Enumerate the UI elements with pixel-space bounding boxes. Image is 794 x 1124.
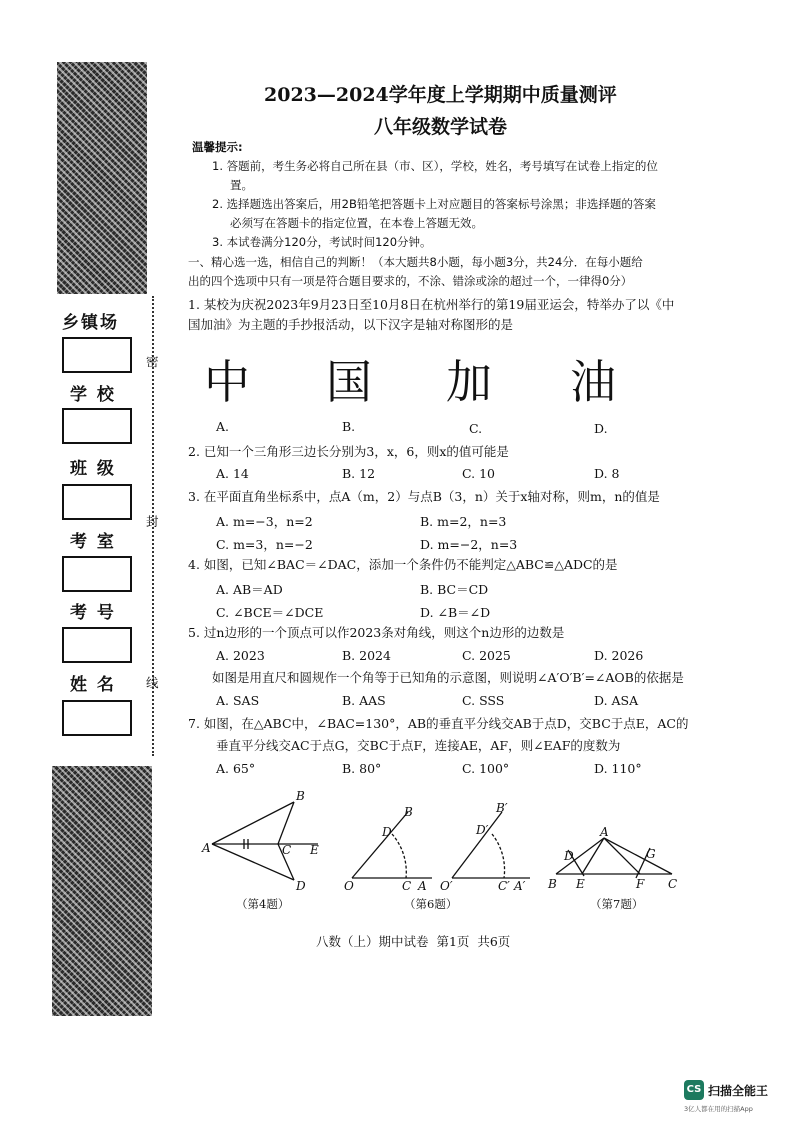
figure-4-diagram [200,782,330,894]
q5-stem: 5. 过n边形的一个顶点可以作2023条对角线，则这个n边形的边数是 [188,625,565,640]
q3-stem: 3. 在平面直角坐标系中，点A（m，2）与点B（3，n）关于x轴对称，则m，n的值是 [188,489,660,504]
label-school: 学 校 [70,385,116,405]
notice-item-1b: 置。 [230,178,253,192]
label-class: 班 级 [70,459,116,479]
seal-char-mi: 密 [146,354,159,369]
q6-option-c[interactable]: C. SSS [462,693,505,708]
q1-stem-2: 国加油》为主题的手抄报活动，以下汉字是轴对称图形的是 [188,317,514,332]
q5-option-a[interactable]: A. 2023 [216,648,265,663]
room-box[interactable] [62,556,132,592]
figure-4-caption: （第4题） [236,897,290,911]
q1-stem-1: 1. 某校为庆祝2023年9月23日至10月8日在杭州举行的第19届亚运会，特举办了以《中 [188,297,675,312]
name-box[interactable] [62,700,132,736]
cs-logo-icon: CS [684,1080,704,1100]
notice-item-2b: 必须写在答题卡的指定位置，在本卷上答题无效。 [230,216,483,230]
class-box[interactable] [62,484,132,520]
label-township: 乡镇场 [62,313,119,333]
school-box[interactable] [62,408,132,444]
fig6-label-b-prime: B′ [496,801,508,815]
q3-option-b[interactable]: B. m=2，n=3 [420,514,507,529]
watermark-subtitle: 3亿人都在用的扫描App [684,1105,753,1113]
label-exam-number: 考 号 [70,603,116,623]
page-footer: 八数（上）期中试卷 第1页 共6页 [316,934,511,949]
watermark-brand: 扫描全能王 [708,1084,769,1098]
q6-option-d[interactable]: D. ASA [594,693,639,708]
page-title: 2023—2024学年度上学期期中质量测评 [264,84,617,106]
fig7-label-g: G [646,847,656,861]
fig7-label-b: B [548,877,557,891]
fig6-label-a: A [418,879,427,892]
q2-option-c[interactable]: C. 10 [462,466,495,481]
fig6-label-d-prime: D′ [476,823,489,837]
fig6-label-c: C [402,879,412,892]
fig4-label-d: D [296,879,306,893]
seal-pattern-bottom [52,766,152,1016]
figure-6-diagram [340,800,540,892]
fig6-label-d: D [382,825,392,839]
fig7-label-a: A [600,826,609,839]
seal-char-feng: 封 [146,514,159,529]
fig6-label-o: O [344,879,354,892]
q7-option-c[interactable]: C. 100° [462,761,510,776]
q1-option-c[interactable]: C. [469,421,483,436]
q2-option-d[interactable]: D. 8 [594,466,620,481]
q3-option-a[interactable]: A. m=−3，n=2 [216,514,313,529]
figure-6-caption: （第6题） [404,897,458,911]
fig6-label-b: B [404,805,413,819]
fig4-label-b: B [296,789,305,803]
q1-option-a[interactable]: A. [216,419,230,434]
fig4-label-c: C [282,843,292,857]
notice-item-3: 3. 本试卷满分120分，考试时间120分钟。 [212,235,432,249]
q1-char-d: 油 [570,355,616,409]
fig6-label-c-prime: C′ [498,879,510,892]
fig6-label-o-prime: O′ [440,879,453,892]
section-instructions-1: 一、精心选一选，相信自己的判断！（本大题共8小题，每小题3分，共24分．在每小题给 [188,255,643,269]
q7-stem-2: 垂直平分线交AC于点G，交BC于点F，连接AE，AF，则∠EAF的度数为 [216,738,621,753]
q6-option-a[interactable]: A. SAS [216,693,260,708]
fig6-label-a-prime: A′ [514,879,526,892]
fig7-label-d: D [564,849,574,863]
q6-stem: 如图是用直尺和圆规作一个角等于已知角的示意图，则说明∠A′O′B′=∠AOB的依据是 [212,670,684,685]
notice-heading: 温馨提示: [192,140,243,154]
section-instructions-2: 出的四个选项中只有一项是符合题目要求的，不涂、错涂或涂的超过一个，一律得0分） [188,274,633,288]
notice-item-1: 1. 答题前，考生务必将自己所在县（市、区），学校，姓名，考号填写在试卷上指定的位 [212,159,658,173]
q1-char-b: 国 [326,355,372,409]
label-room: 考 室 [70,532,116,552]
q3-option-c[interactable]: C. m=3，n=−2 [216,537,313,552]
township-box[interactable] [62,337,132,373]
q2-option-a[interactable]: A. 14 [216,466,249,481]
fig7-label-f: F [636,877,645,891]
fig4-label-a: A [202,841,211,855]
q4-option-b[interactable]: B. BC＝CD [420,582,489,597]
q2-option-b[interactable]: B. 12 [342,466,376,481]
figure-7-caption: （第7题） [590,897,644,911]
q3-option-d[interactable]: D. m=−2，n=3 [420,537,518,552]
notice-item-2: 2. 选择题选出答案后，用2B铅笔把答题卡上对应题目的答案标号涂黑；非选择题的答案 [212,197,656,211]
q7-option-a[interactable]: A. 65° [216,761,256,776]
seal-pattern-top [57,62,147,294]
fig7-label-c: C [668,877,678,891]
q4-option-d[interactable]: D. ∠B＝∠D [420,605,491,620]
q7-option-d[interactable]: D. 110° [594,761,642,776]
q4-option-a[interactable]: A. AB＝AD [216,582,283,597]
q2-stem: 2. 已知一个三角形三边长分别为3，x，6，则x的值可能是 [188,444,509,459]
q1-char-a: 中 [204,355,250,409]
q7-stem-1: 7. 如图，在△ABC中，∠BAC=130°，AB的垂直平分线交AB于点D，交BC于点E，AC的 [188,716,689,731]
q5-option-b[interactable]: B. 2024 [342,648,391,663]
seal-char-xian: 线 [146,675,159,690]
exam-number-box[interactable] [62,627,132,663]
q5-option-c[interactable]: C. 2025 [462,648,511,663]
label-name: 姓 名 [70,675,116,695]
q1-char-c: 加 [446,355,492,409]
figure-7-diagram [544,826,684,894]
q4-option-c[interactable]: C. ∠BCE＝∠DCE [216,605,324,620]
q4-stem: 4. 如图，已知∠BAC＝∠DAC，添加一个条件仍不能判定△ABC≌△ADC的是 [188,557,618,572]
q1-option-d[interactable]: D. [594,421,608,436]
q1-option-b[interactable]: B. [342,419,356,434]
q7-option-b[interactable]: B. 80° [342,761,382,776]
fig4-label-e: E [310,843,319,857]
q6-option-b[interactable]: B. AAS [342,693,386,708]
q5-option-d[interactable]: D. 2026 [594,648,644,663]
fig7-label-e: E [576,877,585,891]
page-subtitle: 八年级数学试卷 [374,116,508,138]
